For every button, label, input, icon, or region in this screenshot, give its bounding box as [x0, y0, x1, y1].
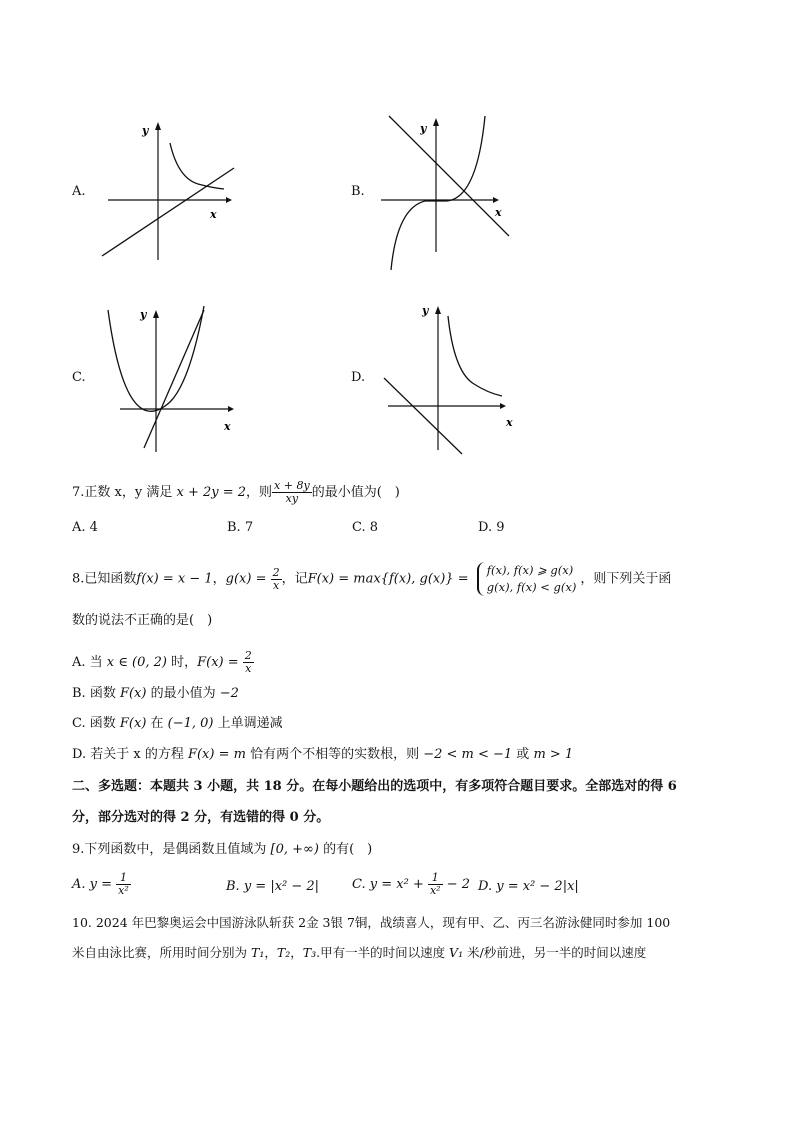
- graph-c-line: [144, 310, 204, 448]
- graph-b-x-label: x: [495, 206, 502, 219]
- graph-b-y-label: y: [420, 122, 427, 135]
- option-c-label: C.: [72, 370, 86, 385]
- q9-option-d[interactable]: D. y = x² − 2|x|: [478, 879, 579, 894]
- graph-b-line: [389, 116, 509, 236]
- graph-a-curve: [170, 143, 224, 189]
- graph-d-x-label: x: [506, 416, 513, 429]
- q8-stem: 8.已知函数f(x) = x − 1，g(x) = $\frac{2}{x}$ ，记F(x) = max{f(x), g(x)} = f(x), f(x) ⩾ g(x) g(x), f(x) < g(x) ，则下列关于函: [72, 563, 672, 594]
- q8-option-a[interactable]: A. 当 x ∈ (0, 2) 时，F(x) = $\frac{2}{x}$: [72, 649, 252, 675]
- graph-d-y-label: y: [422, 304, 429, 317]
- q9-option-a[interactable]: A. y = $\frac{1}{\text{x²}}$: [72, 871, 129, 897]
- q7-option-d[interactable]: D. 9: [478, 520, 505, 535]
- q8-stem-cont: 数的说法不正确的是( ): [72, 613, 213, 628]
- q9-stem: 9.下列函数中，是偶函数且值域为 [0, +∞) 的有( ): [72, 842, 373, 857]
- section2-heading: 二、多选题：本题共 3 小题，共 18 分。在每小题给出的选项中，有多项符合题目要求。全部选对的得 6: [72, 779, 677, 794]
- graph-a: [98, 118, 240, 263]
- graph-b-curve: [391, 116, 485, 270]
- q7-option-b[interactable]: B. 7: [227, 520, 254, 535]
- graph-c-x-label: x: [224, 420, 231, 433]
- q7-option-c[interactable]: C. 8: [352, 520, 379, 535]
- q8-option-c[interactable]: C. 函数 F(x) 在 (−1, 0) 上单调递减: [72, 716, 283, 731]
- q8-option-b[interactable]: B. 函数 F(x) 的最小值为 −2: [72, 686, 239, 701]
- q7-stem: 7.正数 x，y 满足 x + 2y = 2，则 $\frac{x + 8y}{xy}$ 的最小值为( ): [72, 479, 400, 505]
- q10-stem: 10. 2024 年巴黎奥运会中国游泳队斩获 2金 3银 7铜，战绩喜人，现有甲、乙、丙三名游泳健同时参加 100: [72, 915, 671, 930]
- graph-b: [375, 112, 515, 274]
- q7-fraction: $\frac{x + 8y}{xy}$: [274, 479, 310, 505]
- graph-a-y-label: y: [142, 124, 149, 137]
- q9-option-b[interactable]: B. y = |x² − 2|: [226, 879, 320, 894]
- q9-option-c[interactable]: C. y = x² + $\frac{1}{\text{x²}}$ − 2: [352, 871, 471, 897]
- option-d-label: D.: [351, 370, 366, 385]
- graph-d-line: [384, 378, 462, 454]
- q7-option-a[interactable]: A. 4: [72, 520, 98, 535]
- q8-piecewise: f(x), f(x) ⩾ g(x) g(x), f(x) < g(x): [477, 562, 577, 596]
- graph-d: [378, 300, 520, 460]
- graph-c-y-label: y: [140, 308, 147, 321]
- option-a-label: A.: [72, 184, 86, 199]
- q8-option-d[interactable]: D. 若关于 x 的方程 F(x) = m 恰有两个不相等的实数根，则 −2 < m < −1 或 m > 1: [72, 747, 574, 762]
- graph-d-curve: [448, 316, 502, 396]
- section2-heading-cont: 分，部分选对的得 2 分，有选错的得 0 分。: [72, 810, 330, 825]
- graph-a-x-label: x: [210, 208, 217, 221]
- option-b-label: B.: [351, 184, 365, 199]
- graph-c: [100, 302, 242, 458]
- q10-stem-cont: 米自由泳比赛，所用时间分别为 T₁，T₂，T₃.甲有一半的时间以速度 V₁ 米/秒前进，另一半的时间以速度: [72, 945, 647, 960]
